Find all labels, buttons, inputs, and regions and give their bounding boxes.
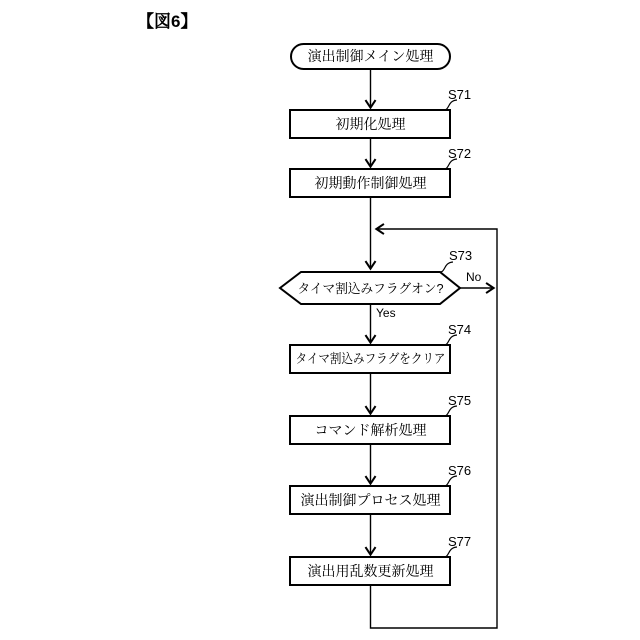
process-label: 初期化処理 bbox=[335, 116, 406, 132]
node-s75 bbox=[290, 393, 471, 444]
decision-label: タイマ割込みフラグオン? bbox=[297, 281, 444, 296]
step-id: S76 bbox=[448, 463, 472, 478]
node-s77 bbox=[290, 534, 471, 585]
step-id: S74 bbox=[448, 322, 472, 337]
process-label: 演出制御プロセス処理 bbox=[300, 492, 441, 508]
label-connector bbox=[437, 262, 453, 272]
node-s72 bbox=[290, 146, 471, 197]
step-id: S72 bbox=[448, 146, 472, 161]
step-id: S75 bbox=[448, 393, 472, 408]
step-id: S73 bbox=[449, 248, 473, 263]
node-s71 bbox=[290, 87, 471, 138]
step-id: S71 bbox=[448, 87, 472, 102]
node-s76 bbox=[290, 463, 471, 514]
process-label: タイマ割込みフラグをクリア bbox=[295, 351, 446, 366]
process-label: 初期動作制御処理 bbox=[314, 175, 427, 191]
start-terminal-label: 演出制御メイン処理 bbox=[307, 48, 434, 64]
figure-title: 【図6】 bbox=[137, 12, 198, 31]
step-id: S77 bbox=[448, 534, 472, 549]
process-label: コマンド解析処理 bbox=[314, 422, 427, 438]
yes-branch-label: Yes bbox=[376, 306, 396, 320]
node-s74 bbox=[290, 322, 471, 373]
no-branch-label: No bbox=[466, 270, 482, 284]
process-label: 演出用乱数更新処理 bbox=[307, 563, 434, 579]
node-s73 bbox=[280, 248, 482, 320]
node-start bbox=[291, 44, 450, 69]
